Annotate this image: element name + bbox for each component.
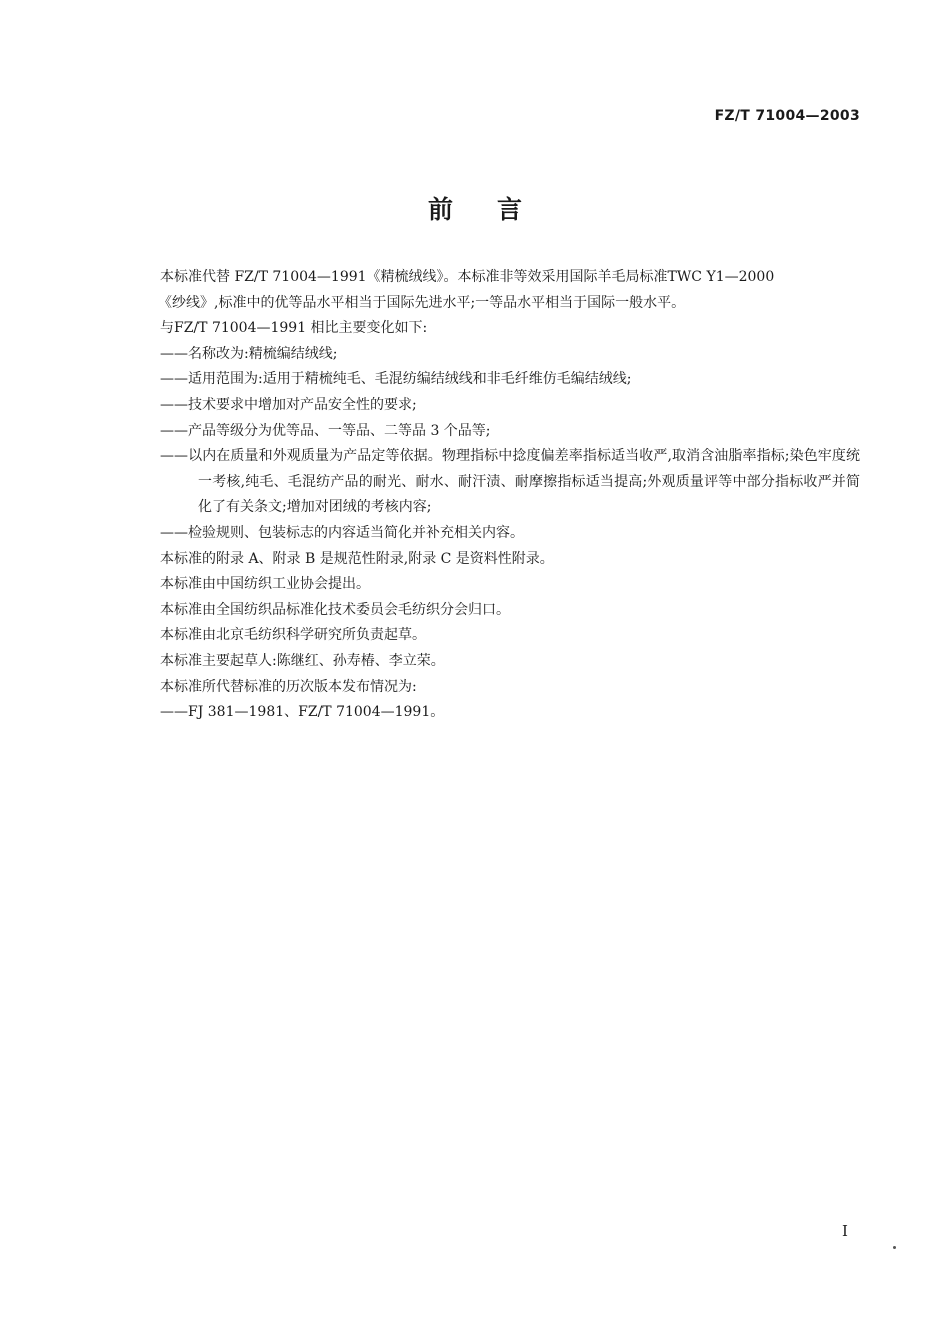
paragraph-administrator: 本标准由全国纺织品标准化技术委员会毛纺织分会归口。: [160, 601, 510, 618]
paragraph-replacement-line2: 《纱线》,标准中的优等品水平相当于国际先进水平;一等品水平相当于国际一般水平。: [158, 294, 686, 311]
change-item-quality: ——以内在质量和外观质量为产品定等依据。物理指标中捻度偏差率指标适当收严,取消含油脂率指标;染色牢度统一考核,纯毛、毛混纺产品的耐光、耐水、耐汗渍、耐摩擦指标适当提高;外观质量评等中部分指标收严并简化了有关条文;增加对团绒的考核内容;: [160, 448, 860, 516]
scan-speck: [893, 1246, 896, 1249]
standard-number: FZ/T 71004—2003: [714, 108, 860, 124]
change-item-name: ——名称改为:精梳编结绒线;: [160, 345, 338, 362]
page-title: 前言: [427, 195, 566, 224]
paragraph-annexes: 本标准的附录 A、附录 B 是规范性附录,附录 C 是资料性附录。: [160, 550, 554, 567]
paragraph-history-intro: 本标准所代替标准的历次版本发布情况为:: [160, 678, 417, 695]
change-item-scope: ——适用范围为:适用于精梳纯毛、毛混纺编结绒线和非毛纤维仿毛编结绒线;: [160, 371, 632, 388]
change-item-inspection: ——检验规则、包装标志的内容适当简化并补充相关内容。: [160, 524, 524, 541]
change-item-safety: ——技术要求中增加对产品安全性的要求;: [160, 396, 417, 413]
paragraph-replacement-line1: 本标准代替 FZ/T 71004—1991《精梳绒线》。本标准非等效采用国际羊毛局标准TWC Y1—2000: [160, 269, 775, 285]
paragraph-drafters: 本标准主要起草人:陈继红、孙寿椿、李立荣。: [160, 652, 445, 669]
change-item-grades: ——产品等级分为优等品、一等品、二等品 3 个品等;: [160, 422, 491, 439]
paragraph-proposer: 本标准由中国纺织工业协会提出。: [160, 576, 370, 593]
paragraph-changes-intro: 与FZ/T 71004—1991 相比主要变化如下:: [160, 320, 428, 337]
page-number: I: [842, 1222, 848, 1240]
paragraph-drafting-unit: 本标准由北京毛纺织科学研究所负责起草。: [160, 627, 426, 644]
foreword-body: [160, 265, 860, 726]
history-item: ——FJ 381—1981、FZ/T 71004—1991。: [160, 704, 445, 721]
